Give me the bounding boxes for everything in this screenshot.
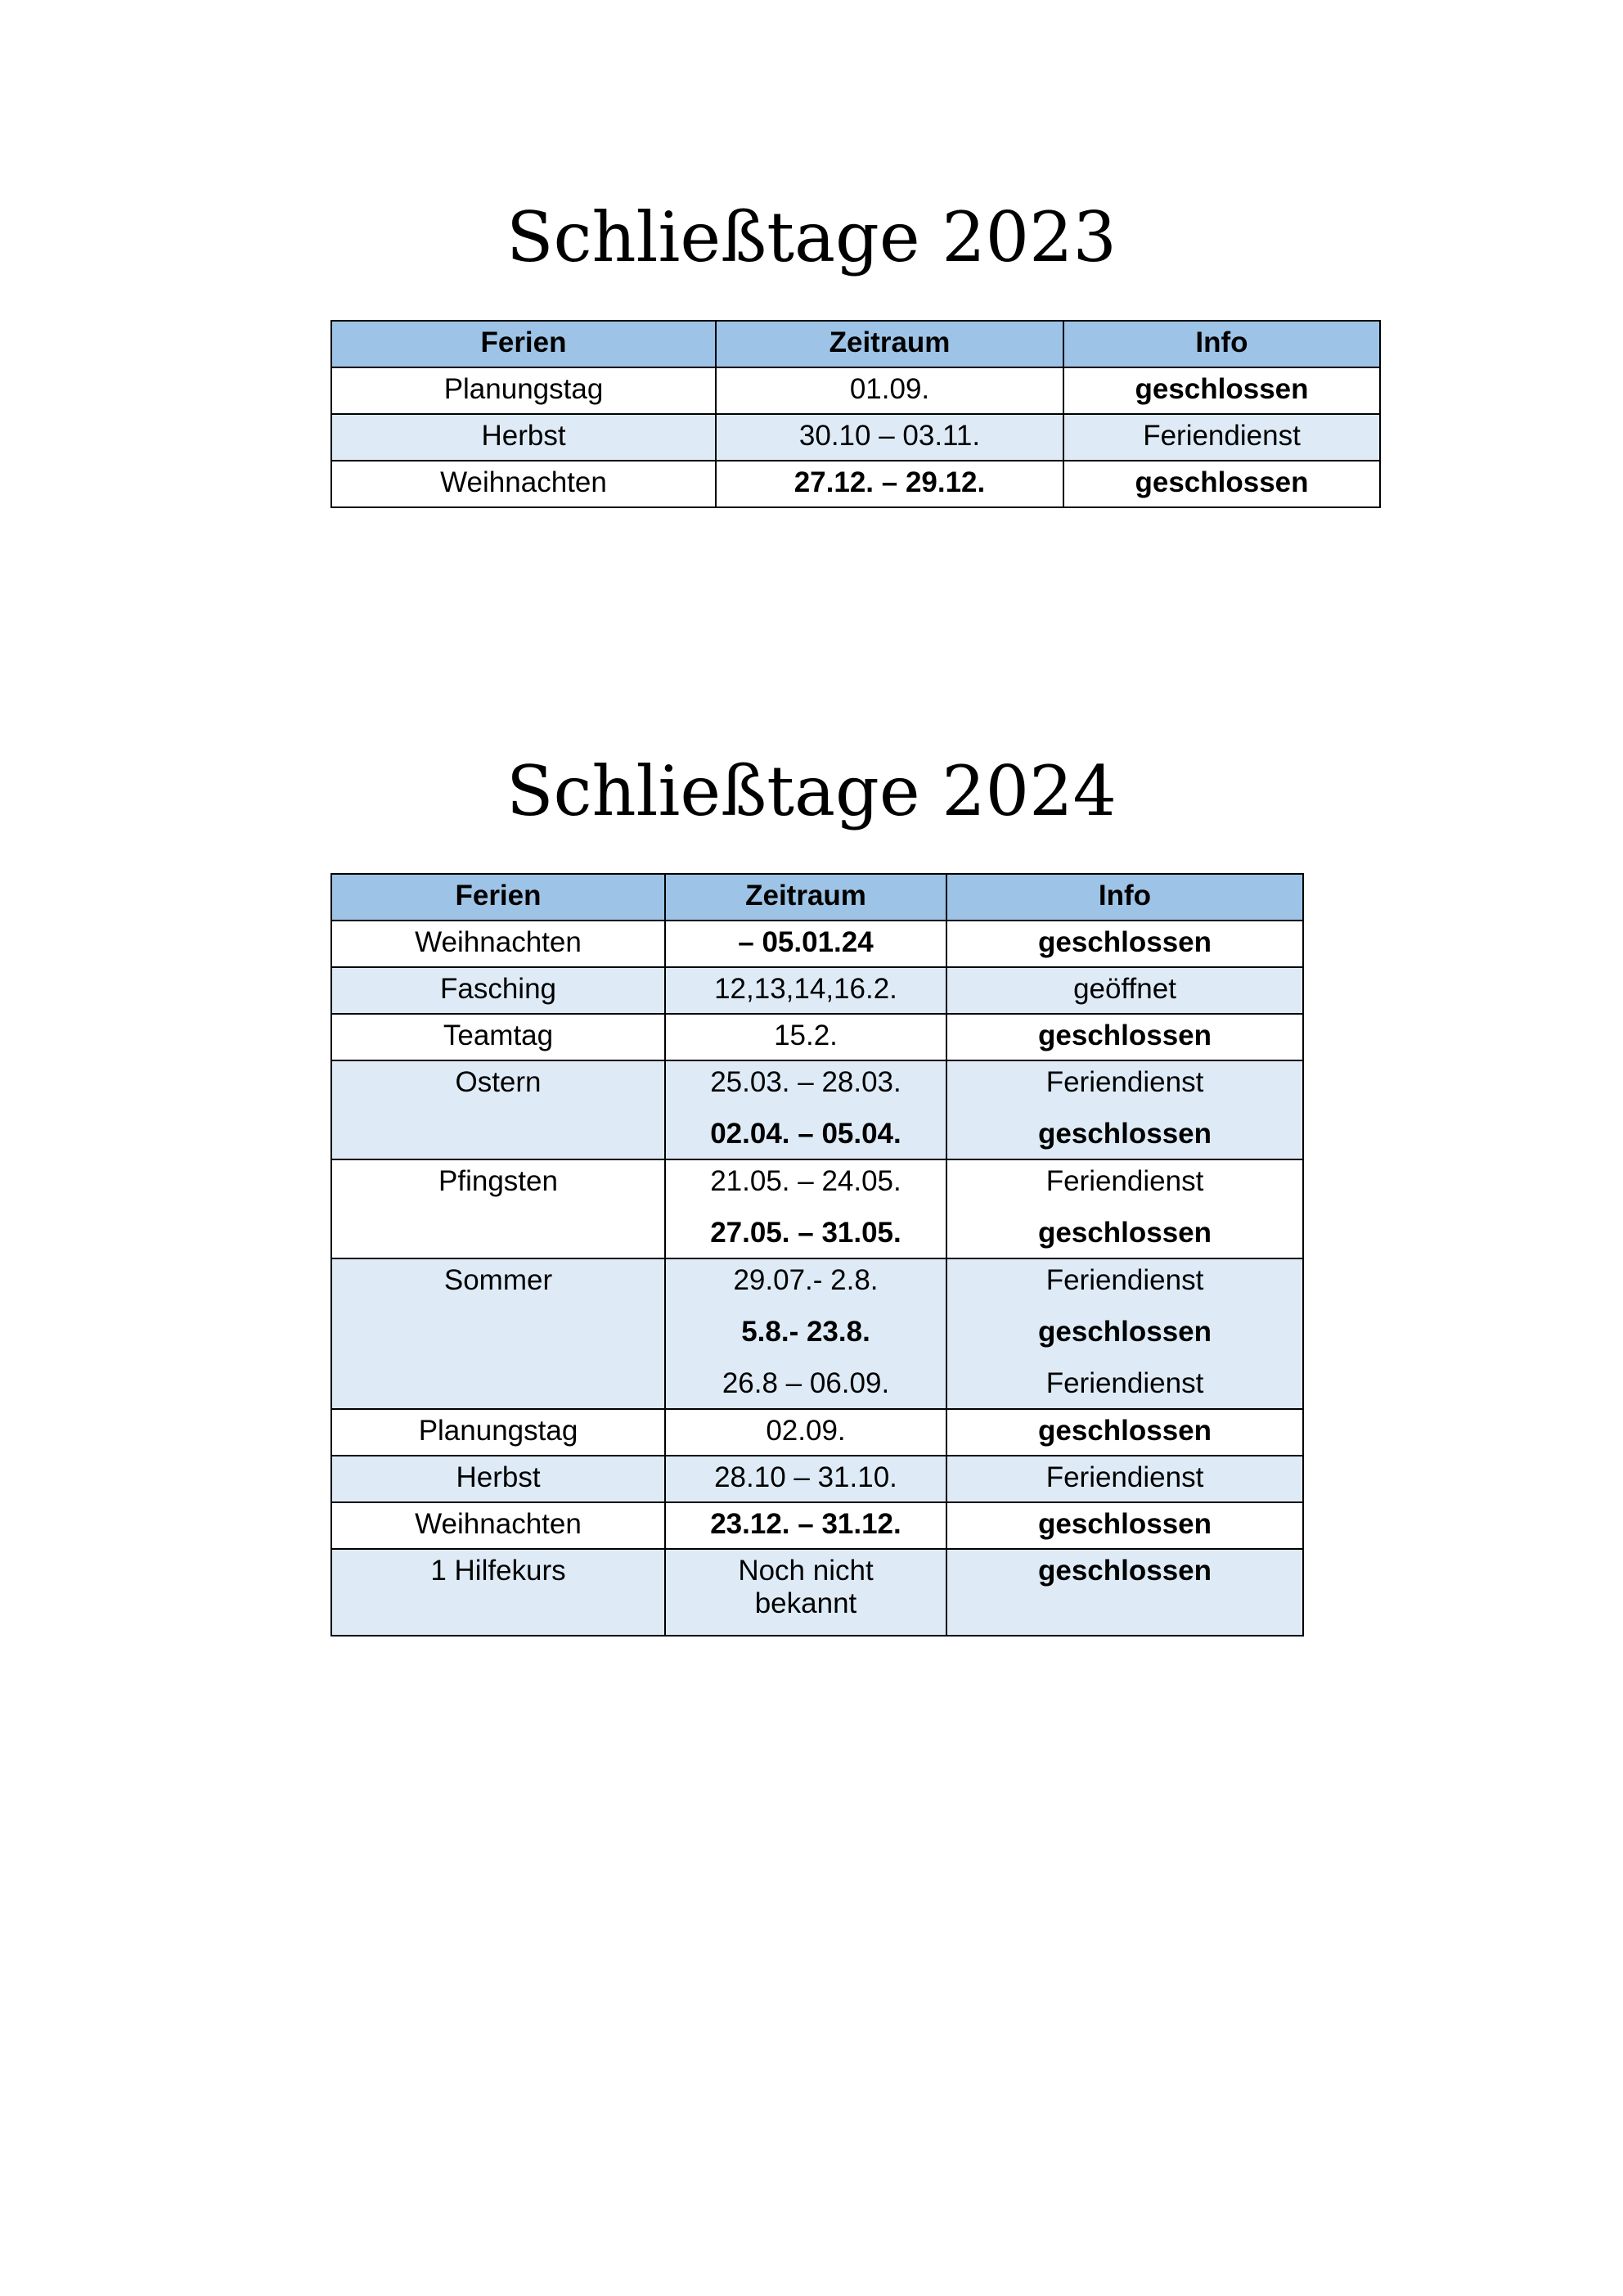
cell-ferien: Pfingsten <box>331 1159 665 1258</box>
cell-ferien: Herbst <box>331 1456 665 1502</box>
header-zeitraum: Zeitraum <box>665 874 946 921</box>
cell-info: Feriendienst <box>1063 414 1380 461</box>
table-row <box>331 921 1303 967</box>
cell-info: geschlossen <box>946 1502 1303 1549</box>
header-info: Info <box>1063 321 1380 367</box>
cell-info <box>946 1258 1303 1409</box>
cell-zeitraum: 01.09. <box>716 367 1063 414</box>
cell-zeitraum <box>665 1159 946 1258</box>
table-2023 <box>330 320 1381 508</box>
table-header-row <box>331 874 1303 921</box>
cell-info <box>946 1060 1303 1159</box>
zeitraum-line: 02.04. – 05.04. <box>710 1118 901 1150</box>
table-row <box>331 1549 1303 1636</box>
cell-info: geschlossen <box>946 1549 1303 1636</box>
zeitraum-line: 27.05. – 31.05. <box>710 1217 901 1249</box>
cell-ferien: Teamtag <box>331 1014 665 1060</box>
header-ferien: Ferien <box>331 874 665 921</box>
cell-info: geschlossen <box>1063 367 1380 414</box>
cell-ferien: Herbst <box>331 414 716 461</box>
cell-info: Feriendienst <box>946 1456 1303 1502</box>
table-row <box>331 414 1380 461</box>
title-2023: Schließtage 2023 <box>506 197 1117 277</box>
info-line: geschlossen <box>1037 1118 1212 1150</box>
cell-ferien: Planungstag <box>331 1409 665 1456</box>
info-line: Feriendienst <box>1045 1367 1204 1399</box>
cell-zeitraum: 15.2. <box>665 1014 946 1060</box>
table-row <box>331 1060 1303 1159</box>
table-row <box>331 461 1380 507</box>
info-line: geschlossen <box>1037 1316 1212 1348</box>
cell-zeitraum: 12,13,14,16.2. <box>665 967 946 1014</box>
table-row <box>331 1409 1303 1456</box>
cell-info: geschlossen <box>1063 461 1380 507</box>
zeitraum-line: 25.03. – 28.03. <box>710 1066 901 1098</box>
header-zeitraum: Zeitraum <box>716 321 1063 367</box>
cell-zeitraum: 28.10 – 31.10. <box>665 1456 946 1502</box>
table-row <box>331 1258 1303 1409</box>
cell-zeitraum: 23.12. – 31.12. <box>665 1502 946 1549</box>
cell-zeitraum: 02.09. <box>665 1409 946 1456</box>
zeitraum-line: 26.8 – 06.09. <box>722 1367 890 1399</box>
table-row <box>331 1502 1303 1549</box>
cell-zeitraum: 27.12. – 29.12. <box>716 461 1063 507</box>
table-row <box>331 1456 1303 1502</box>
table-row <box>331 1159 1303 1258</box>
table-2024 <box>330 873 1304 1636</box>
cell-info: geöffnet <box>946 967 1303 1014</box>
table-header-row <box>331 321 1380 367</box>
info-line: Feriendienst <box>1045 1066 1204 1098</box>
cell-ferien: Weihnachten <box>331 921 665 967</box>
cell-ferien: Weihnachten <box>331 1502 665 1549</box>
table-row <box>331 967 1303 1014</box>
cell-info <box>946 1159 1303 1258</box>
cell-info: geschlossen <box>946 1409 1303 1456</box>
cell-ferien: Sommer <box>331 1258 665 1409</box>
info-line: Feriendienst <box>1045 1165 1204 1197</box>
cell-zeitraum <box>665 1258 946 1409</box>
cell-info: geschlossen <box>946 1014 1303 1060</box>
cell-ferien: Ostern <box>331 1060 665 1159</box>
info-line: geschlossen <box>1037 1217 1212 1249</box>
table-row <box>331 367 1380 414</box>
cell-ferien: Planungstag <box>331 367 716 414</box>
cell-zeitraum: Noch nicht bekannt <box>665 1549 946 1636</box>
cell-zeitraum: 30.10 – 03.11. <box>716 414 1063 461</box>
zeitraum-line: 5.8.- 23.8. <box>741 1316 870 1348</box>
title-2024: Schließtage 2024 <box>506 751 1117 831</box>
cell-zeitraum <box>665 1060 946 1159</box>
cell-ferien: Fasching <box>331 967 665 1014</box>
header-info: Info <box>946 874 1303 921</box>
cell-info: geschlossen <box>946 921 1303 967</box>
cell-ferien: 1 Hilfekurs <box>331 1549 665 1636</box>
zeitraum-line: 29.07.- 2.8. <box>733 1264 879 1296</box>
table-row <box>331 1014 1303 1060</box>
header-ferien: Ferien <box>331 321 716 367</box>
cell-zeitraum: – 05.01.24 <box>665 921 946 967</box>
zeitraum-line: 21.05. – 24.05. <box>710 1165 901 1197</box>
info-line: Feriendienst <box>1045 1264 1204 1296</box>
cell-ferien: Weihnachten <box>331 461 716 507</box>
